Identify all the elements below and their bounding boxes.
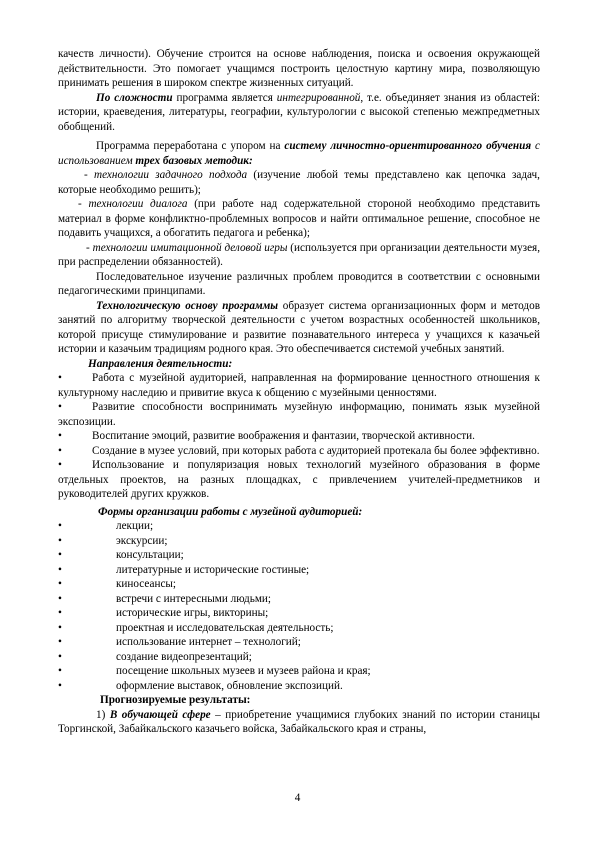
direction-text: Создание в музее условий, при которых работа с аудиторией протекала бы более эффективно.	[92, 444, 540, 457]
complexity-lead: По сложности	[96, 91, 173, 104]
direction-item	[58, 371, 540, 400]
paragraph-methods	[58, 139, 540, 168]
form-item	[58, 635, 540, 650]
form-item	[58, 606, 540, 621]
forms-heading: Формы организации работы с музейной аудиторией:	[98, 505, 363, 518]
form-item	[58, 577, 540, 592]
direction-text: Работа с музейной аудиторией, направленная на формирование ценностного отношения к культурному наследию и привитие вкуса к общению с музейными ценностями.	[58, 372, 540, 399]
form-text: литературные и исторические гостиные;	[116, 563, 310, 576]
methods-with: с использованием	[58, 140, 541, 167]
form-item	[58, 679, 540, 694]
bullet-icon: •	[58, 578, 62, 590]
page-body	[58, 47, 540, 737]
method-item-tasks	[58, 168, 540, 197]
method-game-name: технологии имитационной деловой игры	[92, 241, 288, 254]
method-game-desc: (используется при организации деятельности музея, при распределении обязанностей).	[58, 241, 540, 268]
bullet-icon: •	[58, 401, 62, 413]
bullet-icon: •	[58, 636, 62, 648]
bullet-icon: •	[58, 563, 62, 576]
direction-item	[58, 429, 540, 444]
form-item	[58, 650, 540, 665]
bullet-icon: •	[58, 621, 62, 634]
tech-basis-lead: Технологическую основу программы	[96, 299, 279, 312]
direction-text: Воспитание эмоций, развитие воображения и фантазии, творческой активности.	[92, 430, 475, 442]
form-text: создание видеопрезентаций;	[116, 650, 252, 663]
paragraph-principles: Последовательное изучение различных проблем проводится в соответствии с основными педагогическими принципами.	[58, 270, 540, 297]
page-number: 4	[294, 792, 301, 804]
form-text: проектная и исследовательская деятельность;	[116, 621, 334, 634]
form-text: исторические игры, викторины;	[116, 607, 269, 619]
method-tasks-name: технологии задачного подхода	[94, 169, 248, 181]
method-dialog-desc: (при работе над содержательной стороной необходимо представить материал в форме конфликтно-проблемных вопросов и найти оптимальное решение, способное не подавить учащихся, а обогатить педагога и ребенка);	[58, 198, 540, 239]
form-text: лекции;	[116, 520, 154, 532]
methods-three: трех базовых методик:	[135, 154, 253, 167]
direction-text: Развитие способности воспринимать музейную информацию, понимать язык музейной экспозиции.	[58, 401, 540, 428]
directions-list	[58, 371, 540, 502]
form-text: консультации;	[116, 549, 184, 561]
tech-basis-text: образует система организационных форм и методов занятий по алгоритму творческой деятельности с учетом возрастных особенностей школьников, которой присуще стимулирование и развитие познавательного интереса у учащихся к казачьей истории и казачьим традициям родного края. Это обеспечивается системой учебных занятий.	[58, 299, 540, 355]
form-item	[58, 664, 540, 679]
result-number: 1)	[96, 708, 110, 721]
result-education-text: – приобретение учащимися глубоких знаний по истории станицы Торгинской, Забайкальского казачьего войска, Забайкальского края и страны,	[58, 708, 540, 735]
result-education-lead: В обучающей сфере	[109, 708, 211, 721]
form-item	[58, 519, 540, 534]
paragraph-tech-basis	[58, 299, 540, 357]
methods-system: систему личностно-ориентированного обучения	[284, 140, 532, 152]
method-dialog-name: технологии диалога	[88, 198, 188, 210]
paragraph-intro: качеств личности). Обучение строится на основе наблюдения, поиска и освоения окружающей действительности. Это помогает учащимся построить целостную картину мира, позволяющую принимать решения в широком спектре жизненных ситуаций.	[58, 48, 540, 89]
paragraph-complexity	[58, 91, 540, 135]
form-item	[58, 592, 540, 607]
bullet-icon: •	[58, 549, 62, 561]
bullet-icon: •	[58, 534, 62, 547]
form-text: оформление выставок, обновление экспозиций.	[116, 679, 343, 692]
results-heading: Прогнозируемые результаты:	[100, 694, 251, 706]
bullet-icon: •	[58, 520, 62, 532]
form-item	[58, 563, 540, 578]
method-item-dialog	[58, 197, 540, 241]
bullet-icon: •	[58, 444, 62, 457]
direction-item	[58, 458, 540, 502]
form-text: использование интернет – технологий;	[116, 636, 301, 648]
method-dash: -	[78, 198, 89, 210]
bullet-icon: •	[58, 459, 62, 471]
method-tasks-desc: (изучение любой темы представлено как цепочка задач, которые необходимо решить);	[58, 169, 540, 196]
directions-heading: Направления деятельности:	[88, 357, 233, 370]
complexity-text-1: программа является	[172, 91, 277, 104]
result-item-education	[58, 708, 540, 737]
form-item	[58, 621, 540, 636]
methods-text: Программа переработана с упором на	[96, 140, 285, 152]
form-text: экскурсии;	[116, 534, 168, 547]
complexity-em: интегрированной	[276, 91, 361, 104]
bullet-icon: •	[58, 607, 62, 619]
bullet-icon: •	[58, 679, 62, 692]
bullet-icon: •	[58, 650, 62, 663]
form-text: посещение школьных музеев и музеев района и края;	[116, 665, 371, 677]
bullet-icon: •	[58, 592, 62, 605]
bullet-icon: •	[58, 372, 62, 384]
method-dash: -	[86, 241, 93, 254]
form-item	[58, 548, 540, 563]
forms-list	[58, 519, 540, 693]
form-item	[58, 534, 540, 549]
bullet-icon: •	[58, 665, 62, 677]
direction-item	[58, 444, 540, 459]
form-text: встречи с интересными людьми;	[116, 592, 272, 605]
direction-item	[58, 400, 540, 429]
method-dash: -	[84, 169, 95, 181]
bullet-icon: •	[58, 430, 62, 442]
method-item-game	[58, 241, 540, 270]
form-text: киносеансы;	[116, 578, 177, 590]
complexity-text-2: , т.е. объединяет знания из областей: истории, краеведения, литературы, географии, культурологии с высокой степенью межпредметных обобщений.	[58, 91, 540, 133]
direction-text: Использование и популяризация новых технологий музейного образования в форме отдельных проектов, на разных площадках, с привлечением учителей-предметников и руководителей других кружков.	[58, 459, 540, 500]
